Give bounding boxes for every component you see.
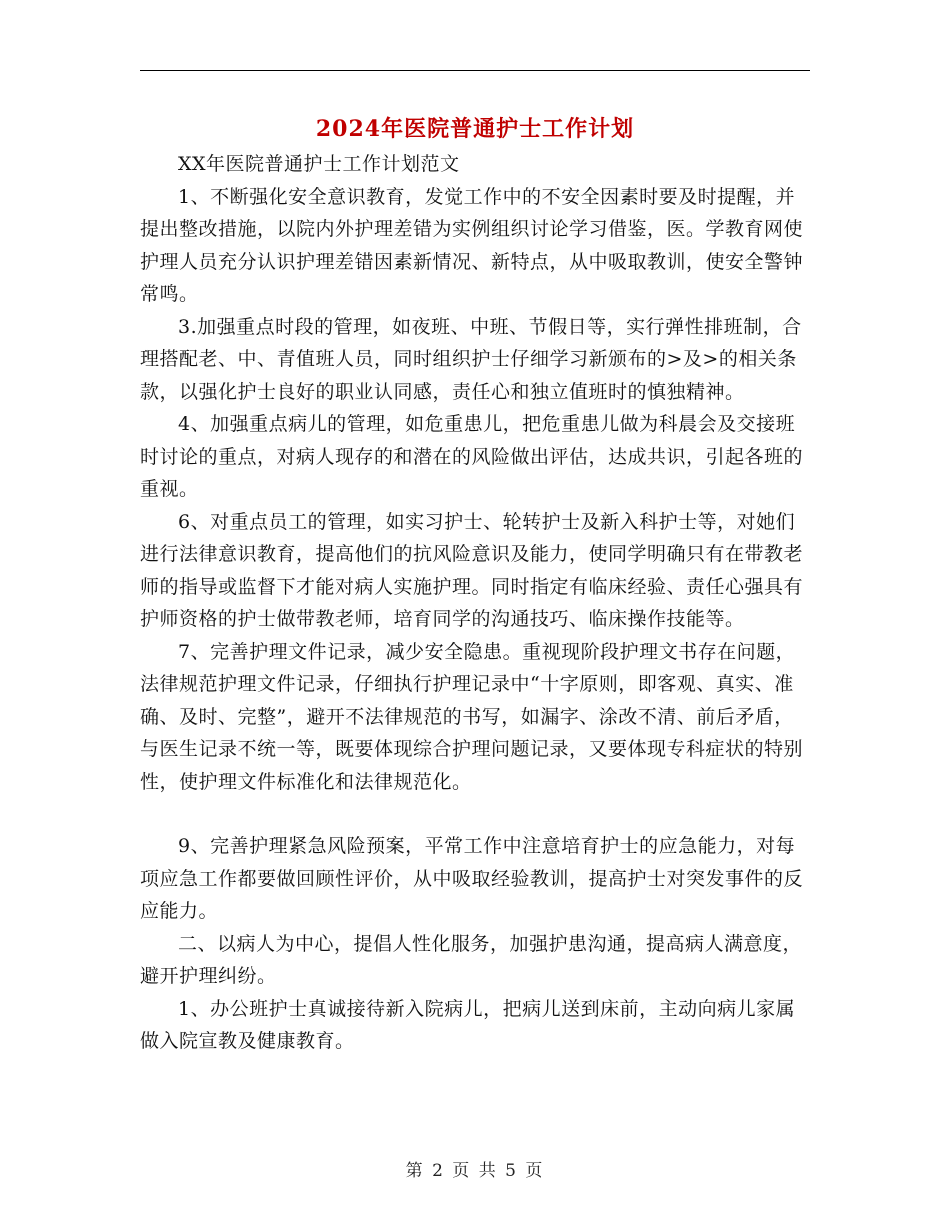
paragraph-subtitle: XX年医院普通护士工作计划范文	[178, 153, 460, 175]
paragraph-4: 4、加强重点病儿的管理，如危重患儿，把危重患儿做为科晨会及交接班时讨论的重点，对病人现存的和潜在的风险做出评估，达成共识，引起各班的重视。	[140, 413, 804, 500]
page-footer: 第 2 页 共 5 页	[405, 1161, 545, 1181]
paragraph-9: 9、完善护理紧急风险预案，平常工作中注意培育护士的应急能力，对每项应急工作都要做回顾性评价，从中吸取经验教训，提高护士对突发事件的反应能力。	[140, 835, 804, 922]
document-title: 2024年医院普通护士工作计划	[315, 116, 635, 142]
paragraph-7: 7、完善护理文件记录，减少安全隐患。重视现阶段护理文书存在问题，法律规范护理文件记录，仔细执行护理记录中“十字原则，即客观、真实、准确、及时、完整”，避开不法律规范的书写，如漏字、涂改不清、前后矛盾，与医生记录不统一等，既要体现综合护理问题记录，又要体现专科症状的特别性，使护理文件标准化和法律规范化。	[140, 640, 804, 793]
paragraph-1: 1、不断强化安全意识教育，发觉工作中的不安全因素时要及时提醒，并提出整改措施，以院内外护理差错为实例组织讨论学习借鉴，医。学教育网使护理人员充分认识护理差错因素新情况、新特点，从中吸取教训，使安全警钟常鸣。	[140, 185, 804, 305]
paragraph-section-2: 二、以病人为中心，提倡人性化服务，加强护患沟通，提高病人满意度，避开护理纠纷。	[140, 932, 803, 987]
header-rule	[140, 70, 810, 71]
paragraph-3: 3.加强重点时段的管理，如夜班、中班、节假日等，实行弹性排班制，合理搭配老、中、青值班人员，同时组织护士仔细学习新颁布的>及>的相关条款，以强化护士良好的职业认同感，责任心和独立值班时的慎独精神。	[140, 315, 802, 403]
paragraph-section-2-item-1: 1、办公班护士真诚接待新入院病儿，把病儿送到床前，主动向病儿家属做入院宣教及健康教育。	[140, 997, 796, 1052]
document-body	[140, 148, 810, 1058]
paragraph-6: 6、对重点员工的管理，如实习护士、轮转护士及新入科护士等，对她们进行法律意识教育，提高他们的抗风险意识及能力，使同学明确只有在带教老师的指导或监督下才能对病人实施护理。同时指定有临床经验、责任心强具有护师资格的护士做带教老师，培育同学的沟通技巧、临床操作技能等。	[140, 510, 804, 630]
